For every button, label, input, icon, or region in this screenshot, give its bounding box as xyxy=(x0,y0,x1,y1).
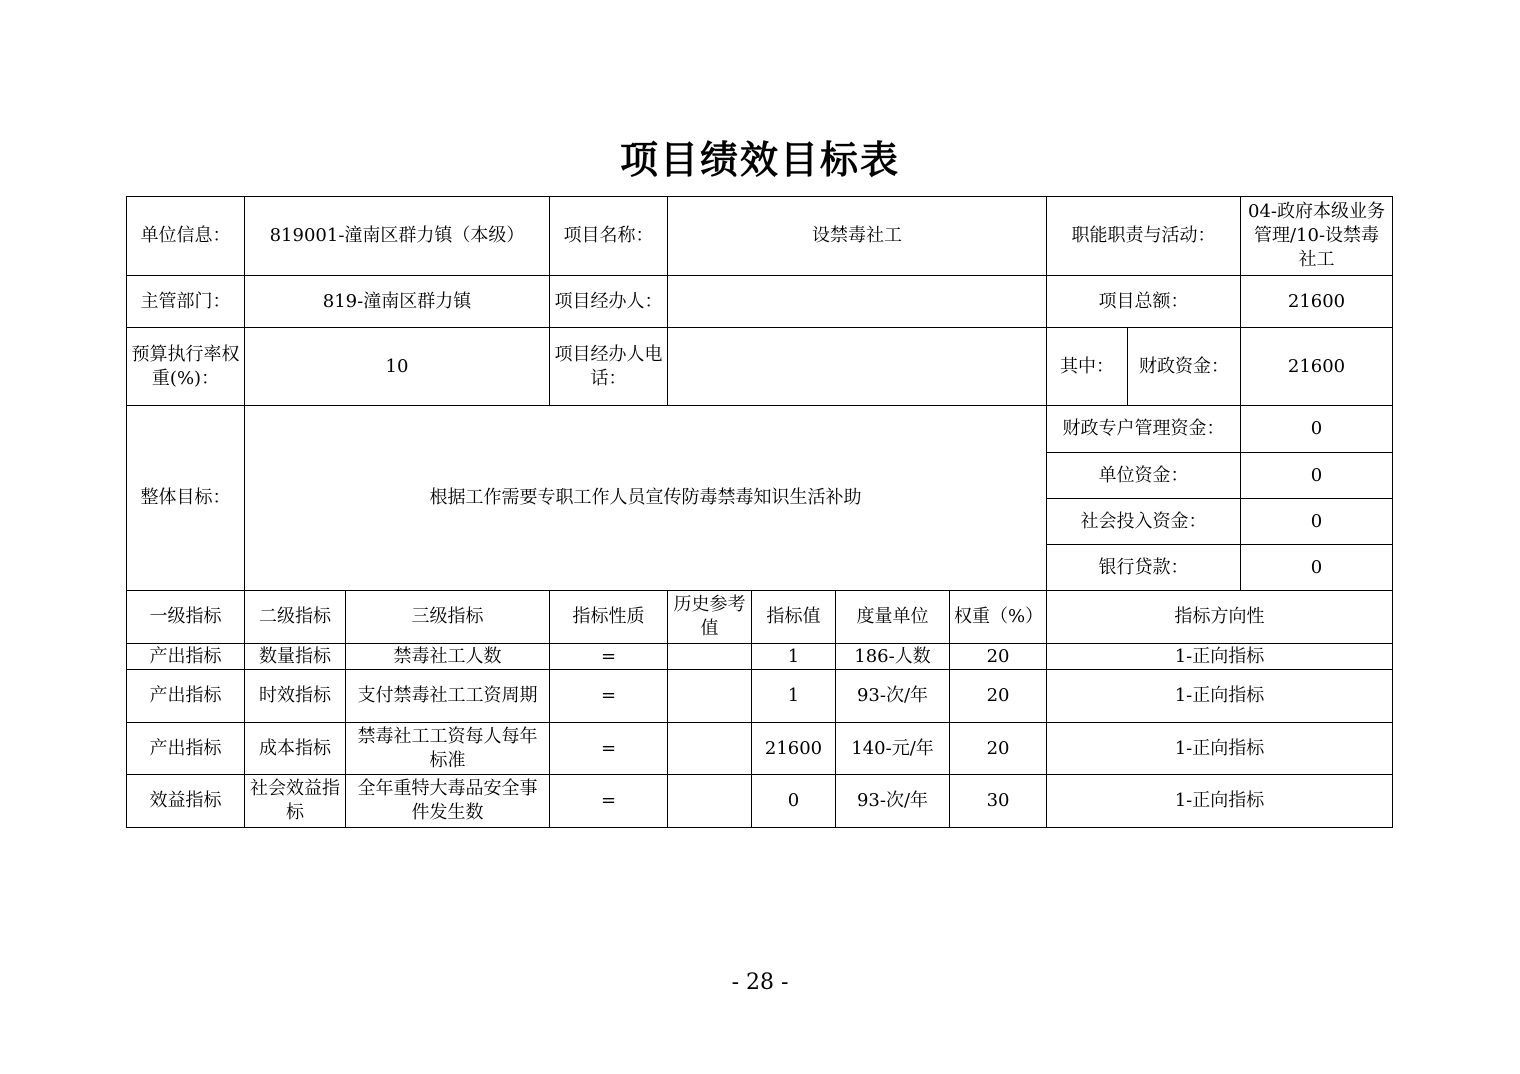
cell-level1: 效益指标 xyxy=(127,775,245,828)
loan-label: 银行贷款： xyxy=(1047,545,1241,591)
cell-level3: 全年重特大毒品安全事件发生数 xyxy=(346,775,550,828)
among-label: 其中： xyxy=(1047,328,1128,406)
loan-value: 0 xyxy=(1241,545,1393,591)
cell-weight: 20 xyxy=(950,670,1047,723)
cell-unit: 93-次/年 xyxy=(836,670,950,723)
special-label: 财政专户管理资金： xyxy=(1047,406,1241,453)
cell-direction: 1-正向指标 xyxy=(1047,723,1393,775)
cell-weight: 20 xyxy=(950,644,1047,670)
header-nature: 指标性质 xyxy=(550,591,668,644)
social-value: 0 xyxy=(1241,499,1393,545)
manager-value xyxy=(668,276,1047,328)
cell-history xyxy=(668,644,752,670)
cell-level3: 禁毒社工工资每人每年标准 xyxy=(346,723,550,775)
cell-history xyxy=(668,670,752,723)
dept-value: 819-潼南区群力镇 xyxy=(245,276,550,328)
page-title: 项目绩效目标表 xyxy=(619,137,900,182)
project-name-value: 设禁毒社工 xyxy=(668,197,1047,276)
cell-history xyxy=(668,775,752,828)
unit-value: 819001-潼南区群力镇（本级） xyxy=(245,197,550,276)
cell-unit: 186-人数 xyxy=(836,644,950,670)
table-row xyxy=(127,644,1393,670)
function-label: 职能职责与活动： xyxy=(1047,197,1241,276)
social-label: 社会投入资金： xyxy=(1047,499,1241,545)
cell-level2: 社会效益指标 xyxy=(245,775,346,828)
dept-label: 主管部门： xyxy=(127,276,245,328)
function-value: 04-政府本级业务管理/10-设禁毒社工 xyxy=(1241,197,1393,276)
cell-level3: 禁毒社工人数 xyxy=(346,644,550,670)
table-row xyxy=(127,775,1393,828)
phone-label: 项目经办人电话： xyxy=(550,328,668,406)
total-value: 21600 xyxy=(1241,276,1393,328)
info-row-unit xyxy=(127,197,1393,276)
page-number: - 28 - xyxy=(731,970,789,995)
cell-value: 1 xyxy=(752,670,836,723)
header-unit: 度量单位 xyxy=(836,591,950,644)
cell-direction: 1-正向指标 xyxy=(1047,644,1393,670)
header-direction: 指标方向性 xyxy=(1047,591,1393,644)
cell-value: 21600 xyxy=(752,723,836,775)
cell-unit: 140-元/年 xyxy=(836,723,950,775)
unit-fund-value: 0 xyxy=(1241,453,1393,499)
info-row-special xyxy=(127,406,1393,453)
info-row-budget xyxy=(127,328,1393,406)
cell-unit: 93-次/年 xyxy=(836,775,950,828)
cell-nature: = xyxy=(550,775,668,828)
project-name-label: 项目名称： xyxy=(550,197,668,276)
cell-value: 1 xyxy=(752,644,836,670)
table-row xyxy=(127,723,1393,775)
cell-nature: = xyxy=(550,670,668,723)
cell-level1: 产出指标 xyxy=(127,670,245,723)
header-history: 历史参考值 xyxy=(668,591,752,644)
cell-level3: 支付禁毒社工工资周期 xyxy=(346,670,550,723)
header-level2: 二级指标 xyxy=(245,591,346,644)
budget-weight-label: 预算执行率权重(%)： xyxy=(127,328,245,406)
table-row xyxy=(127,670,1393,723)
total-label: 项目总额： xyxy=(1047,276,1241,328)
cell-level2: 数量指标 xyxy=(245,644,346,670)
cell-weight: 30 xyxy=(950,775,1047,828)
phone-value xyxy=(668,328,1047,406)
cell-nature: = xyxy=(550,723,668,775)
manager-label: 项目经办人： xyxy=(550,276,668,328)
cell-direction: 1-正向指标 xyxy=(1047,670,1393,723)
cell-weight: 20 xyxy=(950,723,1047,775)
header-weight: 权重（%） xyxy=(950,591,1047,644)
fiscal-value: 21600 xyxy=(1241,328,1393,406)
cell-nature: = xyxy=(550,644,668,670)
header-value: 指标值 xyxy=(752,591,836,644)
cell-direction: 1-正向指标 xyxy=(1047,775,1393,828)
budget-weight-value: 10 xyxy=(245,328,550,406)
overall-value: 根据工作需要专职工作人员宣传防毒禁毒知识生活补助 xyxy=(245,406,1047,591)
cell-value: 0 xyxy=(752,775,836,828)
cell-level2: 时效指标 xyxy=(245,670,346,723)
cell-history xyxy=(668,723,752,775)
unit-fund-label: 单位资金： xyxy=(1047,453,1241,499)
info-row-dept xyxy=(127,276,1393,328)
indicator-header-row xyxy=(127,591,1393,644)
special-value: 0 xyxy=(1241,406,1393,453)
cell-level2: 成本指标 xyxy=(245,723,346,775)
overall-label: 整体目标： xyxy=(127,406,245,591)
header-level1: 一级指标 xyxy=(127,591,245,644)
unit-label: 单位信息： xyxy=(127,197,245,276)
header-level3: 三级指标 xyxy=(346,591,550,644)
performance-table xyxy=(126,196,1393,828)
cell-level1: 产出指标 xyxy=(127,723,245,775)
fiscal-label: 财政资金： xyxy=(1128,328,1241,406)
cell-level1: 产出指标 xyxy=(127,644,245,670)
